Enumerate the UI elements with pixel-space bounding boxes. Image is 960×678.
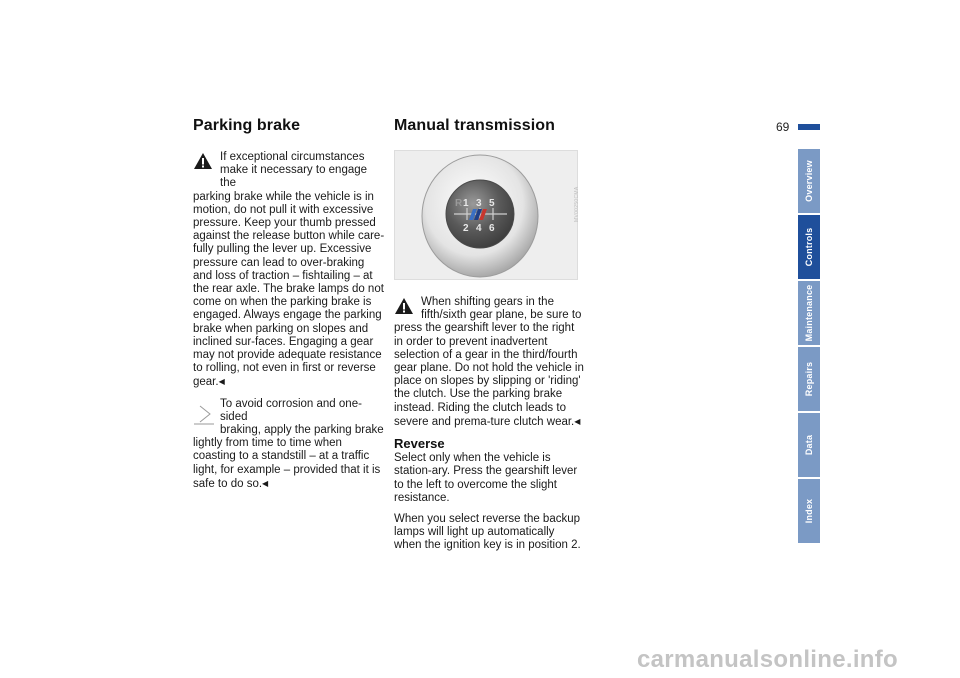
- section-title-parking-brake: Parking brake: [193, 117, 301, 134]
- parking-brake-column: [193, 151, 385, 499]
- tab-overview[interactable]: [798, 149, 820, 213]
- warning-icon: [394, 297, 414, 315]
- tab-label: Repairs: [804, 361, 814, 397]
- warning-line: make it necessary to engage the: [220, 164, 368, 190]
- tip-line: To avoid corrosion and one-sided: [220, 397, 362, 423]
- gear-label: 6: [489, 223, 495, 234]
- warning-notice: [394, 296, 584, 429]
- tab-index[interactable]: [798, 479, 820, 543]
- tab-label: Maintenance: [804, 284, 814, 342]
- gear-label: 3: [476, 198, 482, 209]
- section-sidebar: [798, 149, 820, 545]
- section-title-manual-transmission: Manual transmission: [394, 117, 556, 134]
- warning-line: When shifting gears in the: [421, 296, 554, 308]
- tab-data[interactable]: [798, 413, 820, 477]
- reverse-paragraph: When you select reverse the backup lamps will light up automatically when the ignition key is in position 2.: [394, 513, 581, 552]
- tip-notice: [193, 398, 385, 491]
- warning-notice: [193, 151, 385, 390]
- gear-label: R: [455, 198, 463, 209]
- gearshift-knob-figure: [394, 150, 578, 280]
- tab-label: Controls: [804, 227, 814, 267]
- reverse-paragraph: Select only when the vehicle is station-ary. Press the gearshift lever to the left to overcome the slight resistance.: [394, 452, 578, 504]
- gearshift-knob-image: [395, 151, 577, 279]
- tab-controls[interactable]: [798, 215, 820, 279]
- gear-label: 4: [476, 223, 482, 234]
- gear-label: 5: [489, 198, 495, 209]
- gear-label: 2: [463, 223, 469, 234]
- manual-transmission-column: [394, 296, 584, 561]
- tip-arrow-icon: [193, 403, 215, 425]
- page-marker: [798, 124, 820, 130]
- tab-label: Data: [804, 434, 814, 456]
- tab-repairs[interactable]: [798, 347, 820, 411]
- warning-icon: [193, 152, 213, 170]
- page-number: 69: [776, 120, 790, 134]
- tip-text: lightly from time to time when coasting to a standstill – at a traffic light, for example – provided that it is safe to do so.: [193, 437, 381, 490]
- tip-line: braking, apply the parking brake: [220, 424, 384, 437]
- end-mark: ◀: [218, 377, 225, 387]
- gear-label: 1: [463, 198, 469, 209]
- warning-text: parking brake while the vehicle is in motion, do not pull it with excessive pressure. Keep your thumb pressed against the release button while care-fully pulling the lever up. Excessive pressure can lead to over-braking and loss of traction – fishtailing – at the rear axle. The brake lamps do not come on when the parking brake is engaged. Always engage the parking brake when parking on slopes and inclined sur-faces. Engaging a gear may not provide adequate resistance to rolling, not even in first or reverse gear.: [193, 190, 385, 389]
- tab-label: Index: [804, 498, 814, 524]
- tab-maintenance[interactable]: [798, 281, 820, 345]
- warning-text: press the gearshift lever to the right in order to prevent inadvertent selection of a gear in the third/fourth gear plane. Do not hold the vehicle in place on slopes by slipping or 'riding' the clutch. Use the parking brake instead. Riding the clutch leads to severe and prema-ture clutch wear.: [394, 322, 584, 428]
- warning-line: If exceptional circumstances: [220, 151, 365, 163]
- end-mark: ◀: [574, 416, 581, 426]
- watermark: carmanualsonline.info: [637, 646, 899, 673]
- end-mark: ◀: [262, 478, 269, 488]
- figure-code: MV00250CMA: [574, 186, 580, 222]
- warning-line: fifth/sixth gear plane, be sure to: [421, 309, 582, 322]
- tab-label: Overview: [804, 160, 814, 202]
- subheading-reverse: Reverse: [394, 436, 445, 452]
